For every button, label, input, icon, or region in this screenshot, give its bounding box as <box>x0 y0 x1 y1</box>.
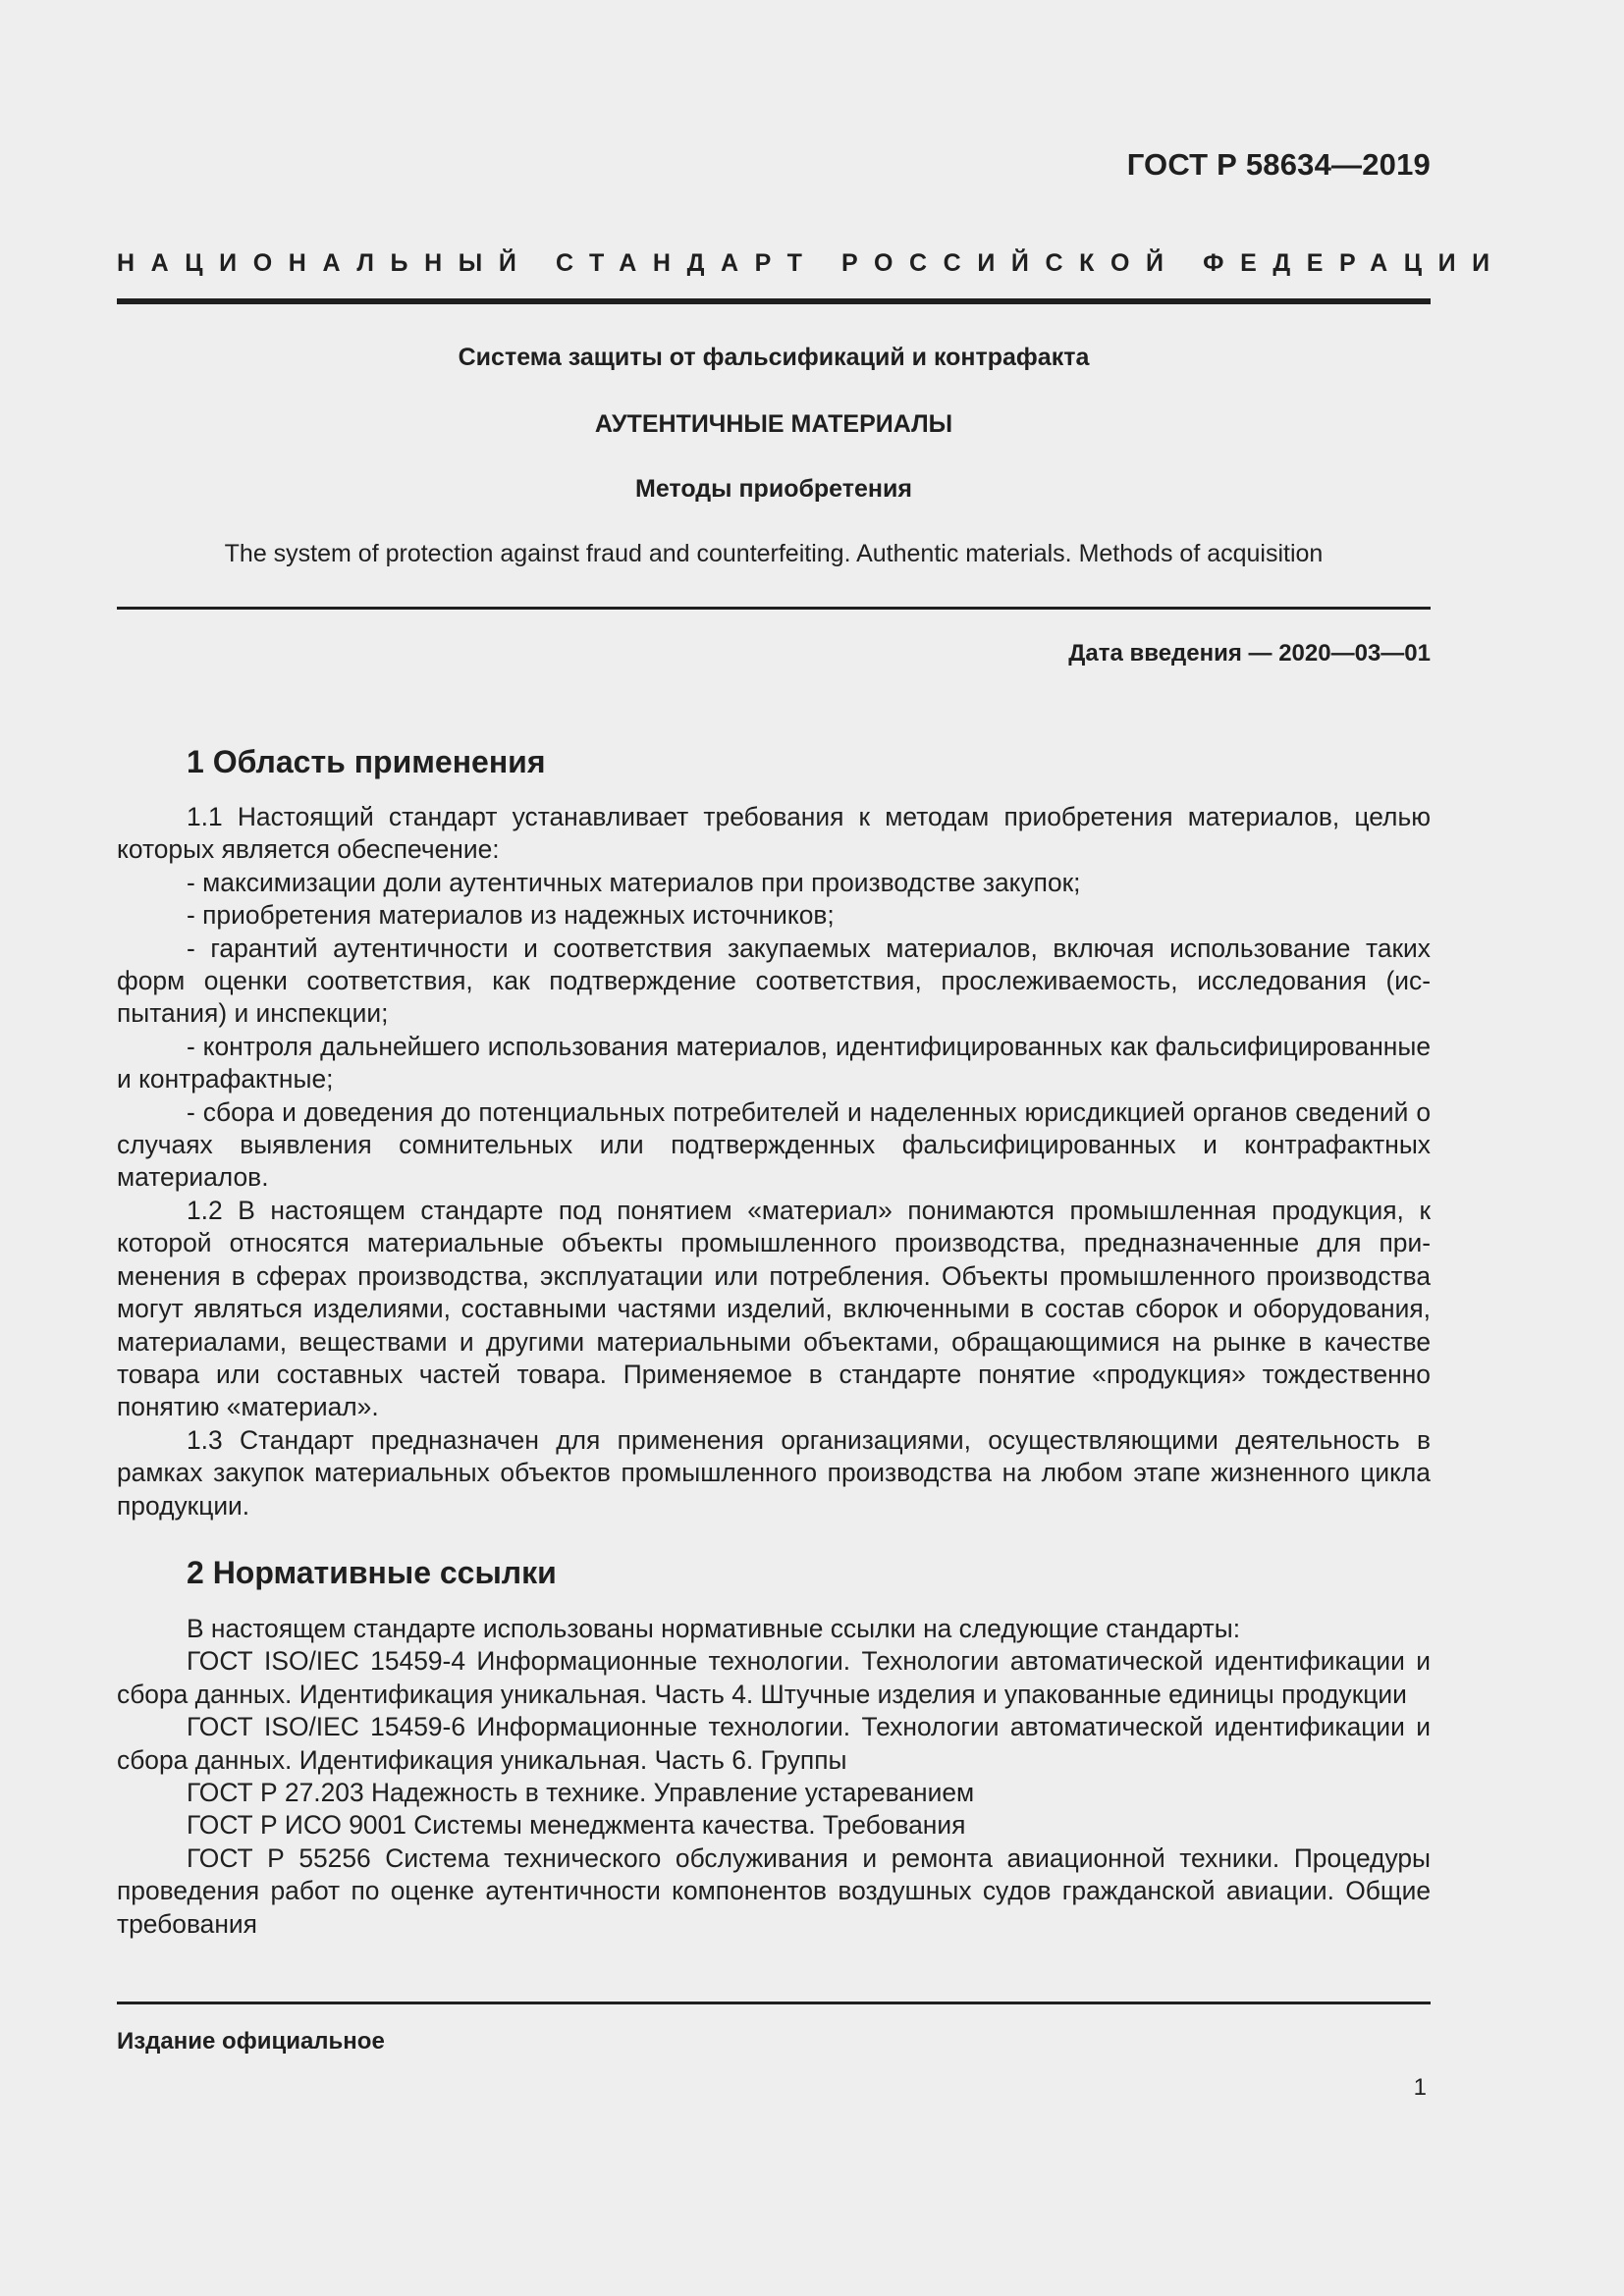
introduction-date: Дата введения — 2020—03—01 <box>1068 640 1431 667</box>
document-page <box>117 0 1506 2296</box>
list-item: - гарантий аутентичности и соответствия закупаемых материалов, включая использование таких форм оценки соответствия, как подтверждение соответствия, прослеживаемость, исследования (испытания) и инспекции; <box>117 933 1431 1029</box>
reference-item: ГОСТ Р 55256 Система технического обслуживания и ремонта авиационной техники. Процедуры проведения работ по оценке аутентичности компонентов воздушных судов гражданской авиации. Общие требования <box>117 1842 1431 1939</box>
list-item: - сбора и доведения до потенциальных потребителей и наделенных юрисдикцией органов сведений о случаях выявления сомнительных или подтвержденных фальсифицированных и контрафактных материалов. <box>117 1096 1431 1193</box>
document-title: АУТЕНТИЧНЫЕ МАТЕРИАЛЫ <box>594 410 953 438</box>
paragraph-1-3: 1.3 Стандарт предназначен для применения организациями, осуществляющими деятельность в рамках закупок материальных объектов промышленного производства на любом этапе жизненного цикла продукции. <box>117 1424 1431 1521</box>
english-title: The system of protection against fraud and counterfeiting. Authentic materials. Methods of acquisition <box>224 540 1324 567</box>
page-number: 1 <box>1413 2074 1427 2101</box>
reference-item: ГОСТ ISO/IEC 15459-4 Информационные технологии. Технологии автоматической идентификации и сбора данных. Идентификация уникальная. Часть 4. Штучные изделия и упакованные единицы продукции <box>117 1646 1431 1709</box>
reference-item: ГОСТ ISO/IEC 15459-6 Информационные технологии. Технологии автоматической идентификации и сбора данных. Идентификация уникальная. Часть 6. Группы <box>117 1712 1431 1775</box>
list-item: - максимизации доли аутентичных материалов при производстве закупок; <box>187 867 1081 897</box>
section-1-body <box>117 801 1431 1522</box>
paragraph-1-1: 1.1 Настоящий стандарт устанавливает требования к методам приобретения материалов, целью которых является обеспечение: <box>117 802 1431 865</box>
section-2-body <box>117 1613 1431 1941</box>
list-item: - приобретения материалов из надежных источников; <box>187 900 835 931</box>
system-title: Система защиты от фальсификаций и контрафакта <box>458 344 1090 371</box>
reference-item: ГОСТ Р ИСО 9001 Системы менеджмента качества. Требования <box>187 1810 966 1841</box>
document-subtitle: Методы приобретения <box>635 475 912 503</box>
edition-label: Издание официальное <box>117 2028 385 2055</box>
section-2-heading: 2 Нормативные ссылки <box>187 1555 557 1590</box>
reference-item: ГОСТ Р 27.203 Надежность в технике. Управление устареванием <box>187 1778 975 1808</box>
references-intro: В настоящем стандарте использованы нормативные ссылки на следующие стандарты: <box>187 1614 1241 1643</box>
title-divider <box>117 607 1431 610</box>
header-divider <box>117 298 1431 304</box>
section-1-heading: 1 Область применения <box>187 744 546 779</box>
document-number: ГОСТ Р 58634—2019 <box>1126 147 1431 182</box>
standard-banner: НАЦИОНАЛЬНЫЙ СТАНДАРТ РОССИЙСКОЙ ФЕДЕРАЦИИ <box>117 249 1506 277</box>
list-item: - контроля дальнейшего использования материалов, идентифицированных как фальсифицированные и контрафактные; <box>117 1031 1431 1095</box>
paragraph-1-2: 1.2 В настоящем стандарте под понятием «материал» понимаются промышленная продукция, к которой относятся материальные объекты промышленного производства, предназначенные для применения в сферах производства, эксплуатации или потребления. Объекты промышленного производства могут являться изделиями, составными частями изделий, включенными в состав сборок и оборудования, материалами, веществами и другими материальными объектами, обращающимися на рынке в качестве товара или составных частей товара. Применяемое в стандарте понятие «продукция» тождественно понятию «материал». <box>117 1195 1431 1422</box>
footer-divider <box>117 2002 1431 2004</box>
